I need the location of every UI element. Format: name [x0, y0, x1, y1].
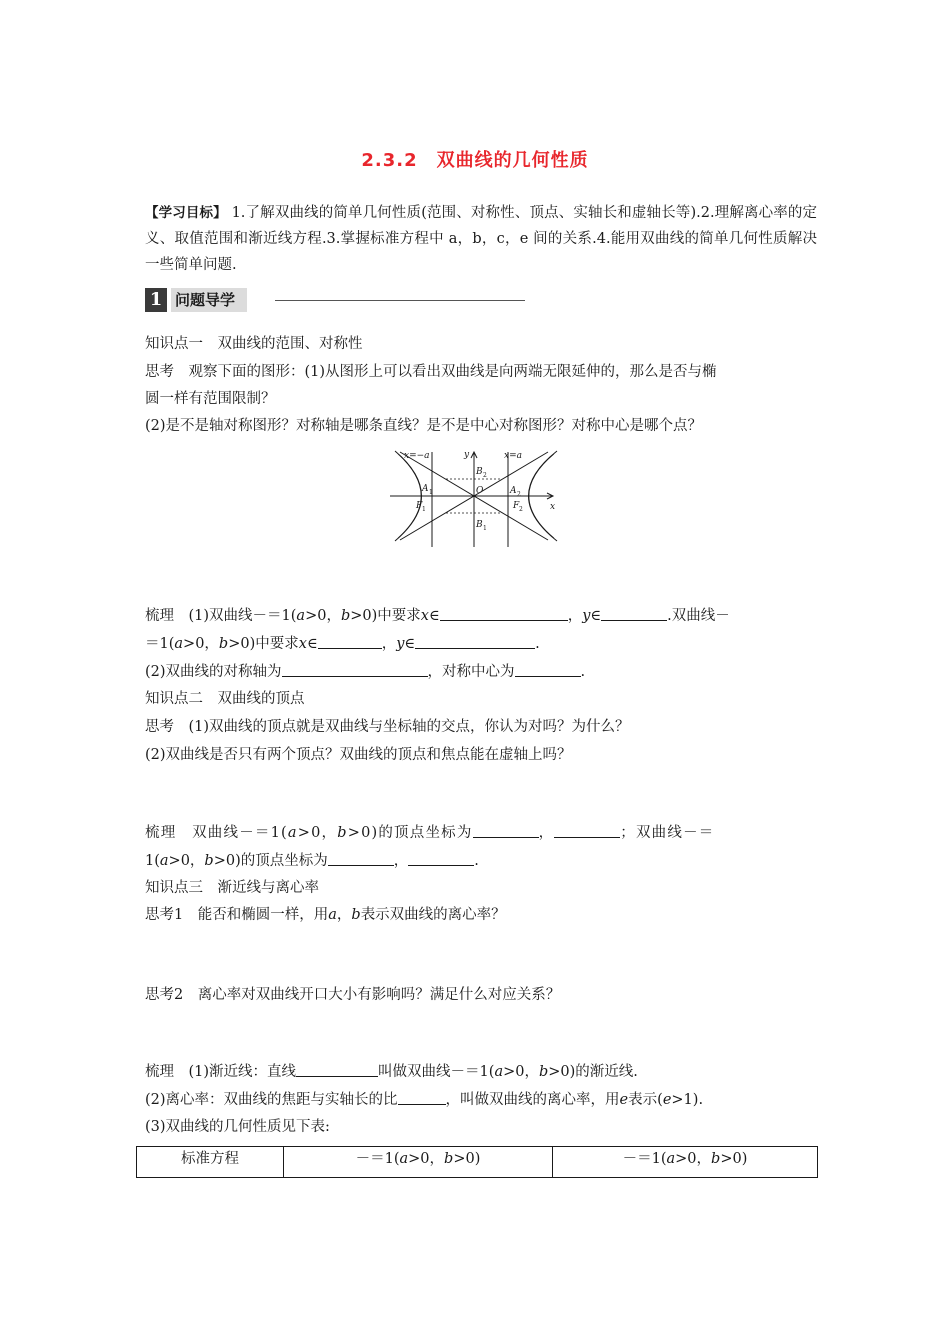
table-header-cell	[284, 1147, 553, 1178]
objective-text: 1.了解双曲线的简单几何性质(范围、对称性、顶点、实轴长和虚轴长等).2.理解离心率的定义、取值范围和渐近线方程.3.掌握标准方程中 a，b，c，e 间的关系.4.能用双曲线的简单几何性质解决一些简单问题.	[145, 205, 818, 273]
summary-1-line-3	[145, 662, 585, 682]
think-1-line-2: 圆一样有范围限制？	[145, 391, 276, 407]
text: ，	[538, 825, 555, 841]
text: 思考1 能否和椭圆一样，用	[145, 907, 329, 923]
var-b: b	[538, 1064, 549, 1080]
label-b2: B	[476, 467, 483, 477]
text: >0，	[297, 825, 338, 841]
text: >0)中要求	[228, 636, 299, 652]
var-x: x	[298, 636, 307, 652]
fill-blank[interactable]	[398, 1090, 446, 1105]
text: >0)的渐近线.	[548, 1064, 638, 1080]
var-a: a	[296, 608, 306, 624]
fill-blank[interactable]	[328, 851, 394, 866]
text: >0，	[183, 636, 219, 652]
text: >0)的顶点坐标为	[213, 853, 328, 869]
text: .	[580, 664, 586, 680]
text: ，	[567, 608, 583, 624]
label-a2: A	[510, 486, 517, 496]
label-a1-sub: 1	[429, 489, 433, 496]
text: ∈	[306, 636, 318, 652]
text: >1).	[671, 1092, 704, 1108]
var-e: e	[619, 1092, 629, 1108]
fill-blank[interactable]	[318, 634, 382, 649]
fill-blank[interactable]	[415, 634, 535, 649]
text: >0)	[453, 1151, 481, 1167]
table-header-cell: 标准方程	[137, 1147, 284, 1178]
summary-3-line-2	[145, 1090, 703, 1110]
text: >0，	[503, 1064, 539, 1080]
knowledge-point-2-heading: 知识点二 双曲线的顶点	[145, 691, 305, 707]
text: 梳理 (1)渐近线：直线	[145, 1064, 297, 1080]
var-b: b	[340, 608, 351, 624]
var-y: y	[582, 608, 591, 624]
text: >0，	[168, 853, 205, 869]
var-b: b	[351, 907, 361, 923]
var-a: a	[174, 636, 184, 652]
think-3-1	[145, 905, 506, 925]
section-header	[145, 288, 525, 312]
think-1-line-3: (2)是不是轴对称图形？对称轴是哪条直线？是不是中心对称图形？对称中心是哪个点？	[145, 418, 703, 434]
learning-objectives	[145, 200, 817, 278]
think-1-line-1: 思考 观察下面的图形：(1)从图形上可以看出双曲线是向两端无限延伸的，那么是否与椭	[145, 364, 717, 380]
text: 1(	[145, 853, 160, 869]
var-y: y	[396, 636, 405, 652]
think-3-2: 思考2 离心率对双曲线开口大小有影响吗？满足什么对应关系？	[145, 987, 561, 1003]
text: －＝1(	[622, 1151, 667, 1167]
properties-table	[136, 1146, 818, 1178]
text: ＝1(	[145, 636, 175, 652]
table-row	[137, 1147, 818, 1178]
text: ∈	[428, 608, 440, 624]
var-b: b	[444, 1151, 454, 1167]
var-a: a	[666, 1151, 676, 1167]
text: ，	[336, 907, 352, 923]
fill-blank[interactable]	[601, 606, 667, 621]
var-b: b	[711, 1151, 721, 1167]
summary-3-line-3: (3)双曲线的几何性质见下表:	[145, 1119, 330, 1135]
summary-1-line-2	[145, 634, 540, 654]
section-label: 问题导学	[171, 288, 247, 312]
label-a1: A	[422, 484, 429, 494]
fill-blank[interactable]	[296, 1062, 378, 1077]
page-title: 2.3.2 双曲线的几何性质	[361, 150, 589, 171]
label-f2: F	[513, 501, 520, 511]
text: 梳理 (1)双曲线－＝1(	[145, 608, 297, 624]
text: .	[535, 636, 540, 652]
var-b: b	[204, 853, 214, 869]
think-2-line-2: (2)双曲线是否只有两个顶点？双曲线的顶点和焦点能在虚轴上吗？	[145, 747, 572, 763]
text: >0)中要求	[350, 608, 421, 624]
knowledge-point-3-heading: 知识点三 渐近线与离心率	[145, 880, 319, 896]
label-x-neg-a: x=−a	[404, 451, 430, 461]
label-f2-sub: 2	[519, 506, 523, 513]
text: ；双曲线－＝	[620, 825, 715, 841]
var-b: b	[218, 636, 229, 652]
text: ∈	[590, 608, 602, 624]
text: (2)离心率：双曲线的焦距与实轴长的比	[145, 1092, 398, 1108]
section-rule	[275, 300, 525, 301]
label-origin: O	[476, 486, 484, 496]
summary-2-line-2	[145, 851, 479, 871]
text: ，叫做双曲线的离心率，用	[445, 1092, 620, 1108]
text: ，对称中心为	[427, 664, 515, 680]
fill-blank[interactable]	[440, 606, 568, 621]
text: 表示(	[628, 1092, 663, 1108]
fill-blank[interactable]	[515, 662, 581, 677]
fill-blank[interactable]	[282, 662, 428, 677]
text: 表示双曲线的离心率？	[360, 907, 506, 923]
label-a2-sub: 2	[517, 491, 521, 498]
text: >0)	[720, 1151, 748, 1167]
summary-2-line-1	[145, 823, 714, 843]
text: (2)双曲线的对称轴为	[145, 664, 282, 680]
label-b1: B	[476, 520, 483, 530]
fill-blank[interactable]	[408, 851, 474, 866]
var-a: a	[494, 1064, 504, 1080]
text: >0，	[305, 608, 341, 624]
text: ∈	[404, 636, 416, 652]
text: ，	[381, 636, 397, 652]
text: 叫做双曲线－＝1(	[378, 1064, 495, 1080]
summary-1-line-1	[145, 606, 730, 626]
label-x-axis: x	[550, 502, 556, 512]
label-f1-sub: 1	[422, 506, 426, 513]
label-x-a: x=a	[504, 451, 522, 461]
text: .	[474, 853, 479, 869]
table-header-cell	[553, 1147, 818, 1178]
var-a: a	[399, 1151, 409, 1167]
label-b1-sub: 1	[483, 525, 487, 532]
text: .双曲线－	[667, 608, 730, 624]
text: 梳理 双曲线－＝1(	[145, 825, 288, 841]
var-x: x	[420, 608, 429, 624]
text: >0，	[408, 1151, 445, 1167]
var-a: a	[328, 907, 337, 923]
hyperbola-figure	[390, 447, 562, 547]
knowledge-point-1-heading: 知识点一 双曲线的范围、对称性	[145, 336, 363, 352]
text: ，	[393, 853, 409, 869]
var-a: a	[287, 825, 298, 841]
section-number: 1	[145, 288, 167, 312]
objective-tag: 【学习目标】	[145, 205, 227, 221]
text: >0)的顶点坐标为	[347, 825, 473, 841]
summary-3-line-1	[145, 1062, 638, 1082]
think-2-line-1: 思考 (1)双曲线的顶点就是双曲线与坐标轴的交点，你认为对吗？为什么？	[145, 719, 630, 735]
label-b2-sub: 2	[483, 472, 487, 479]
label-y-axis: y	[464, 450, 470, 460]
var-a: a	[159, 853, 169, 869]
var-b: b	[337, 825, 348, 841]
fill-blank[interactable]	[473, 823, 539, 838]
text: －＝1(	[355, 1151, 400, 1167]
fill-blank[interactable]	[554, 823, 620, 838]
text: >0，	[675, 1151, 712, 1167]
label-f1: F	[416, 501, 423, 511]
var-e: e	[662, 1092, 672, 1108]
